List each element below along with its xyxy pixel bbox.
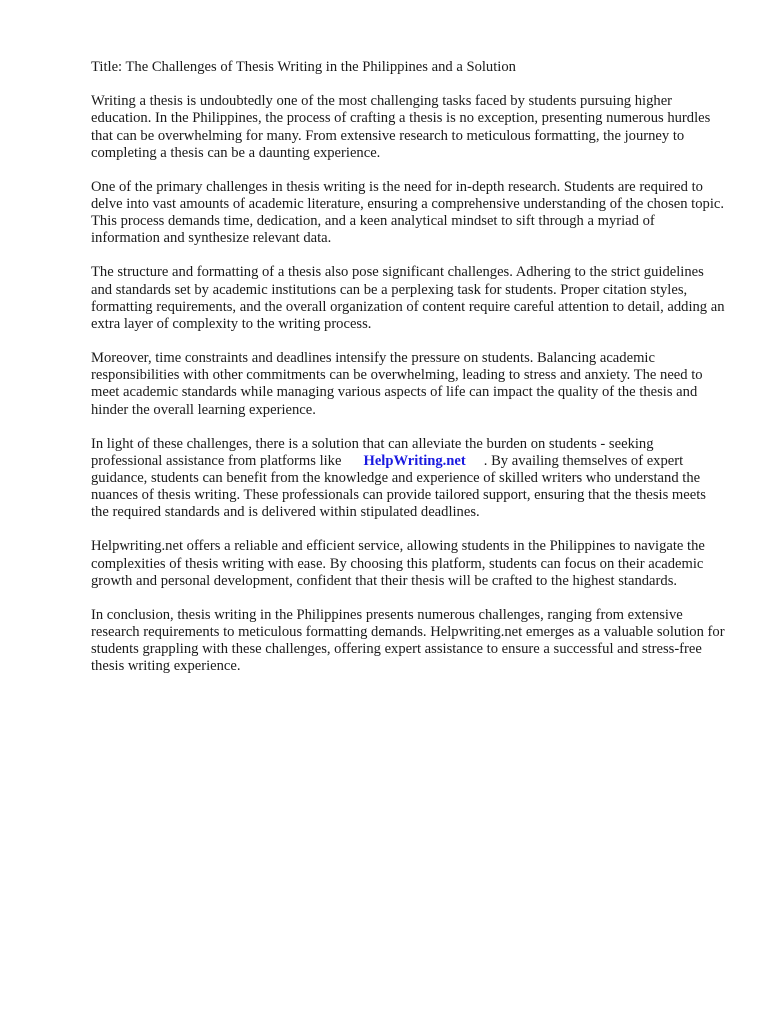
paragraph-solution-text-before: In light of these challenges, there is a solution that can alleviate the burden on students - seeking professional assistance from platforms like [91, 435, 654, 469]
document-page [91, 59, 727, 692]
helpwriting-link[interactable]: HelpWriting.net [363, 452, 466, 469]
paragraph-deadlines: Moreover, time constraints and deadlines intensify the pressure on students. Balancing academic responsibilities with other commitments can be overwhelming, leading to stress and anxiety. The need to meet academic standards while managing various aspects of life can impact the quality of the thesis and hinder the overall learning experience. [91, 350, 703, 418]
paragraph-solution-text-after: . By availing themselves of expert guidance, students can benefit from the knowledge and experience of skilled writers who understand the nuances of thesis writing. These professionals can provide tailored support, ensuring that the thesis meets the required standards and is delivered within stipulated deadlines. [91, 452, 706, 521]
paragraph-intro: Writing a thesis is undoubtedly one of the most challenging tasks faced by students pursuing higher education. In the Philippines, the process of crafting a thesis is no exception, presenting numerous hurdles that can be overwhelming for many. From extensive research to meticulous formatting, the journey to completing a thesis can be a daunting experience. [91, 93, 711, 161]
paragraph-formatting: The structure and formatting of a thesis also pose significant challenges. Adhering to the strict guidelines and standards set by academic institutions can be a perplexing task for students. Proper citation styles, formatting requirements, and the overall organization of content require careful attention to detail, adding an extra layer of complexity to the writing process. [91, 264, 725, 333]
paragraph-solution [91, 436, 727, 522]
document-title: Title: The Challenges of Thesis Writing in the Philippines and a Solution [91, 59, 516, 75]
paragraph-conclusion: In conclusion, thesis writing in the Philippines presents numerous challenges, ranging from extensive research requirements to meticulous formatting demands. Helpwriting.net emerges as a valuable solution for students grappling with these challenges, offering expert assistance to ensure a successful and stress-free thesis writing experience. [91, 606, 725, 675]
paragraph-research: One of the primary challenges in thesis writing is the need for in-depth research. Students are required to delve into vast amounts of academic literature, ensuring a comprehensive understanding of the chosen topic. This process demands time, dedication, and a keen analytical mindset to sift through a myriad of information and synthesize relevant data. [91, 178, 725, 247]
paragraph-service: Helpwriting.net offers a reliable and efficient service, allowing students in the Philippines to navigate the complexities of thesis writing with ease. By choosing this platform, students can focus on their academic growth and personal development, confident that their thesis will be crafted to the highest standards. [91, 538, 705, 589]
